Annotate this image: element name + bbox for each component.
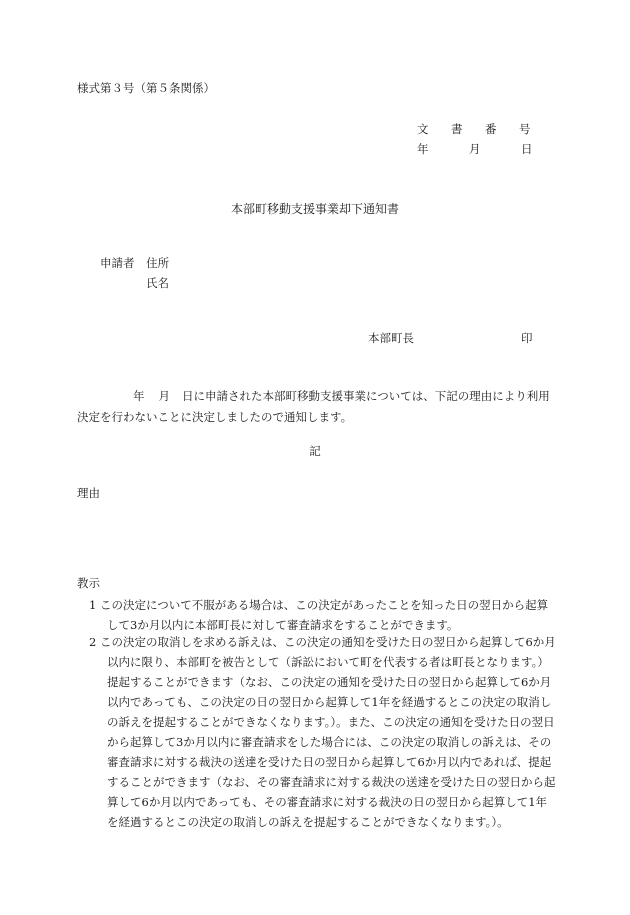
name-label: 氏名	[146, 276, 169, 290]
instruction-text: この決定の取消しを求める訴えは、この決定の通知を受けた日の翌日から起算して6か月以内に限り、本部町を被告として（訴訟において町を代表する者は町長となります。）提起することができます（なお、この決定の通知を受けた日の翌日から起算して6か月以内であっても、この決定の日の翌日から起算して1年を経過するとこの決定の取消しの訴えを提起することができなくなります。）。また、この決定の通知を受けた日の翌日から起算して3か月以内に審査請求をした場合には、この決定の取消しの訴えは、その審査請求に対する裁決の送達を受けた日の翌日から起算して6か月以内であれば、提起することができます（なお、その審査請求に対する裁決の送達を受けた日の翌日から起算して6か月以内であっても、その審査請求に対する裁決の日の翌日から起算して1年を経過するとこの決定の取消しの訴えを提起することができなくなります。）。	[100, 635, 556, 829]
date-line	[417, 141, 533, 157]
doc-number-char: 文	[417, 122, 429, 136]
body-month: 月	[158, 389, 170, 403]
instruction-item	[77, 632, 557, 832]
doc-number-char: 号	[519, 122, 531, 136]
instruction-number: 2	[89, 635, 97, 649]
document-title: 本部町移動支援事業却下通知書	[230, 202, 399, 216]
instruction-text: この決定について不服がある場合は、この決定があったことを知った日の翌日から起算して3か月以内に本部町長に対して審査請求をすることができます。	[100, 598, 549, 632]
instruction-heading: 教示	[77, 576, 100, 590]
instruction-number: 1	[89, 598, 97, 612]
body-text: 日に申請された本部町移動支援事業については、下記の理由により利用決定を行わないことに決定しましたので通知します。	[77, 389, 550, 424]
mayor-label: 本部町長	[368, 331, 414, 345]
form-number: 様式第３号（第５条関係）	[77, 81, 215, 95]
ki-heading: 記	[309, 444, 321, 458]
date-day: 日	[521, 142, 533, 156]
reason-label: 理由	[77, 486, 100, 500]
body-paragraph	[77, 386, 553, 428]
date-year: 年	[417, 142, 429, 156]
document-number-line	[417, 121, 531, 137]
address-label: 住所	[146, 256, 170, 270]
instruction-item	[77, 595, 557, 635]
applicant-label: 申請者	[100, 256, 135, 270]
applicant-address-line	[100, 255, 169, 271]
date-month: 月	[469, 142, 481, 156]
doc-number-char: 番	[485, 122, 497, 136]
doc-number-char: 書	[451, 122, 463, 136]
seal-mark: 印	[521, 331, 533, 345]
body-year: 年	[133, 389, 145, 403]
